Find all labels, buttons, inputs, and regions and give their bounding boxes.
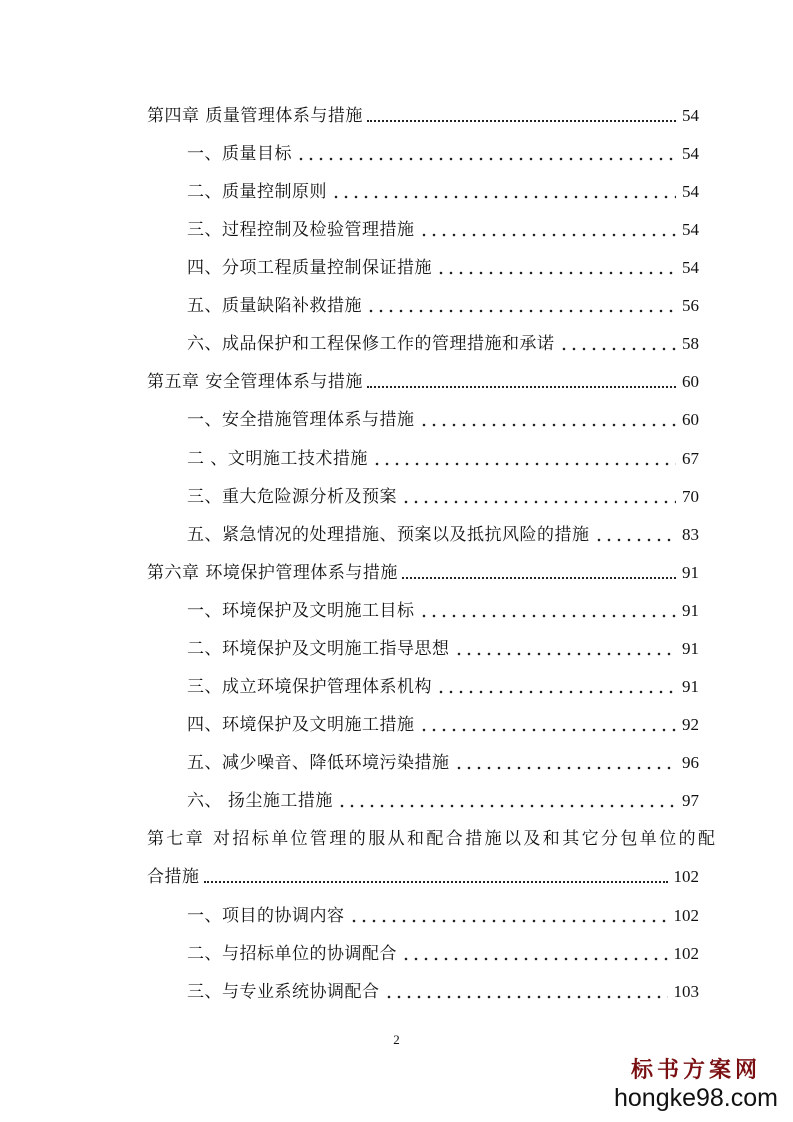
- dot-leader: [454, 766, 677, 770]
- toc-entry-label: 二、与招标单位的协调配合: [187, 944, 397, 964]
- toc-entry-page: 102: [673, 906, 699, 925]
- toc-entry-label: 六、成品保护和工程保修工作的管理措施和承诺: [187, 334, 555, 354]
- toc-entry-page: 54: [682, 258, 699, 277]
- dot-leader: [419, 614, 677, 618]
- toc-entry-label: 四、环境保护及文明施工措施: [187, 715, 415, 735]
- watermark-chinese: 标书方案网: [630, 1057, 761, 1083]
- dot-leader: [419, 233, 677, 237]
- toc-entry[interactable]: [187, 786, 699, 812]
- toc-entry-label: 五、质量缺陷补救措施: [187, 296, 362, 316]
- toc-entry-label: 二、环境保护及文明施工指导思想: [187, 639, 450, 659]
- toc-entry-label: 三、成立环境保护管理体系机构: [187, 677, 432, 697]
- toc-entry-label: 二 、文明施工技术措施: [187, 449, 368, 469]
- toc-entry-label: 第六章 环境保护管理体系与措施: [147, 563, 398, 583]
- page-number: 2: [393, 1032, 400, 1047]
- dot-leader: [337, 804, 676, 808]
- toc-entry-page: 83: [682, 525, 699, 544]
- toc-entry-page: 54: [682, 220, 699, 239]
- toc-entry[interactable]: [147, 558, 699, 584]
- dot-leader: [454, 652, 677, 656]
- toc-entry-page: 97: [682, 791, 699, 810]
- toc-entry-page: 102: [673, 867, 699, 886]
- dot-leader: [204, 880, 668, 883]
- toc-entry[interactable]: [187, 177, 699, 203]
- dot-leader: [401, 957, 668, 961]
- toc-entry-page: 60: [682, 372, 699, 391]
- toc-entry[interactable]: [187, 139, 699, 165]
- toc-entry-label: 五、减少噪音、降低环境污染措施: [187, 753, 450, 773]
- dot-leader: [372, 462, 676, 466]
- dot-leader: [331, 195, 676, 199]
- toc-entry-page: 60: [682, 410, 699, 429]
- toc-entry-label: 第五章 安全管理体系与措施: [147, 372, 363, 392]
- dot-leader: [401, 500, 676, 504]
- dot-leader: [559, 347, 677, 351]
- toc-entry-label: 合措施: [147, 867, 200, 887]
- toc-entry-page: 103: [673, 982, 699, 1001]
- dot-leader: [296, 157, 676, 161]
- chapter7-title-line1[interactable]: 第七章 对招标单位管理的服从和配合措施以及和其它分包单位的配: [147, 829, 718, 849]
- toc-entry-label: 一、质量目标: [187, 144, 292, 164]
- toc-entry-page: 67: [682, 449, 699, 468]
- toc-entry-page: 56: [682, 296, 699, 315]
- toc-entry-label: 二、质量控制原则: [187, 182, 327, 202]
- toc-entry[interactable]: [187, 977, 699, 1003]
- dot-leader: [594, 538, 677, 542]
- toc-entry-label: 四、分项工程质量控制保证措施: [187, 258, 432, 278]
- toc-entry[interactable]: [187, 405, 699, 431]
- toc-entry-label: 三、重大危险源分析及预案: [187, 487, 397, 507]
- toc-entry-page: 58: [682, 334, 699, 353]
- toc-entry[interactable]: [187, 329, 699, 355]
- toc-entry[interactable]: [187, 520, 699, 546]
- dot-leader: [436, 690, 676, 694]
- toc-entry[interactable]: [187, 672, 699, 698]
- toc-entry[interactable]: [187, 253, 699, 279]
- toc-entry[interactable]: [187, 215, 699, 241]
- dot-leader: [436, 271, 676, 275]
- toc-entry[interactable]: [187, 939, 699, 965]
- toc-entry[interactable]: [187, 482, 699, 508]
- toc-entry-page: 91: [682, 563, 699, 582]
- toc-entry[interactable]: [187, 901, 699, 927]
- toc-entry[interactable]: [187, 444, 699, 470]
- dot-leader: [367, 119, 676, 122]
- toc-entry[interactable]: [147, 101, 699, 127]
- toc-entry[interactable]: [187, 748, 699, 774]
- toc-entry-page: 91: [682, 601, 699, 620]
- dot-leader: [384, 995, 668, 999]
- dot-leader: [419, 423, 677, 427]
- toc-entry-page: 91: [682, 677, 699, 696]
- toc-entry[interactable]: [147, 862, 699, 888]
- toc-entry-page: 54: [682, 106, 699, 125]
- dot-leader: [419, 728, 677, 732]
- toc-entry[interactable]: [147, 367, 699, 393]
- watermark-url: hongke98.com: [613, 1084, 778, 1112]
- toc-entry-page: 92: [682, 715, 699, 734]
- toc-entry-label: 一、项目的协调内容: [187, 906, 345, 926]
- watermark-logo: [611, 1056, 781, 1112]
- toc-entry-label: 一、安全措施管理体系与措施: [187, 410, 415, 430]
- toc-entry-page: 70: [682, 487, 699, 506]
- toc-entry[interactable]: [187, 710, 699, 736]
- toc-entry-label: 一、环境保护及文明施工目标: [187, 601, 415, 621]
- toc-entry-label: 三、过程控制及检验管理措施: [187, 220, 415, 240]
- toc-entry-label: 第四章 质量管理体系与措施: [147, 106, 363, 126]
- toc-entry-page: 102: [673, 944, 699, 963]
- toc-entry-page: 91: [682, 639, 699, 658]
- toc-entry[interactable]: [187, 634, 699, 660]
- toc-entry-label: 三、与专业系统协调配合: [187, 982, 380, 1002]
- toc-entry-page: 54: [682, 182, 699, 201]
- toc-entry[interactable]: [187, 291, 699, 317]
- toc-entry-label: 五、紧急情况的处理措施、预案以及抵抗风险的措施: [187, 525, 590, 545]
- toc-entry-label: 六、 扬尘施工措施: [187, 791, 333, 811]
- toc-entry-page: 54: [682, 144, 699, 163]
- toc-entry-page: 96: [682, 753, 699, 772]
- dot-leader: [367, 385, 676, 388]
- dot-leader: [402, 576, 676, 579]
- toc-entry[interactable]: [187, 596, 699, 622]
- dot-leader: [366, 309, 676, 313]
- dot-leader: [349, 919, 668, 923]
